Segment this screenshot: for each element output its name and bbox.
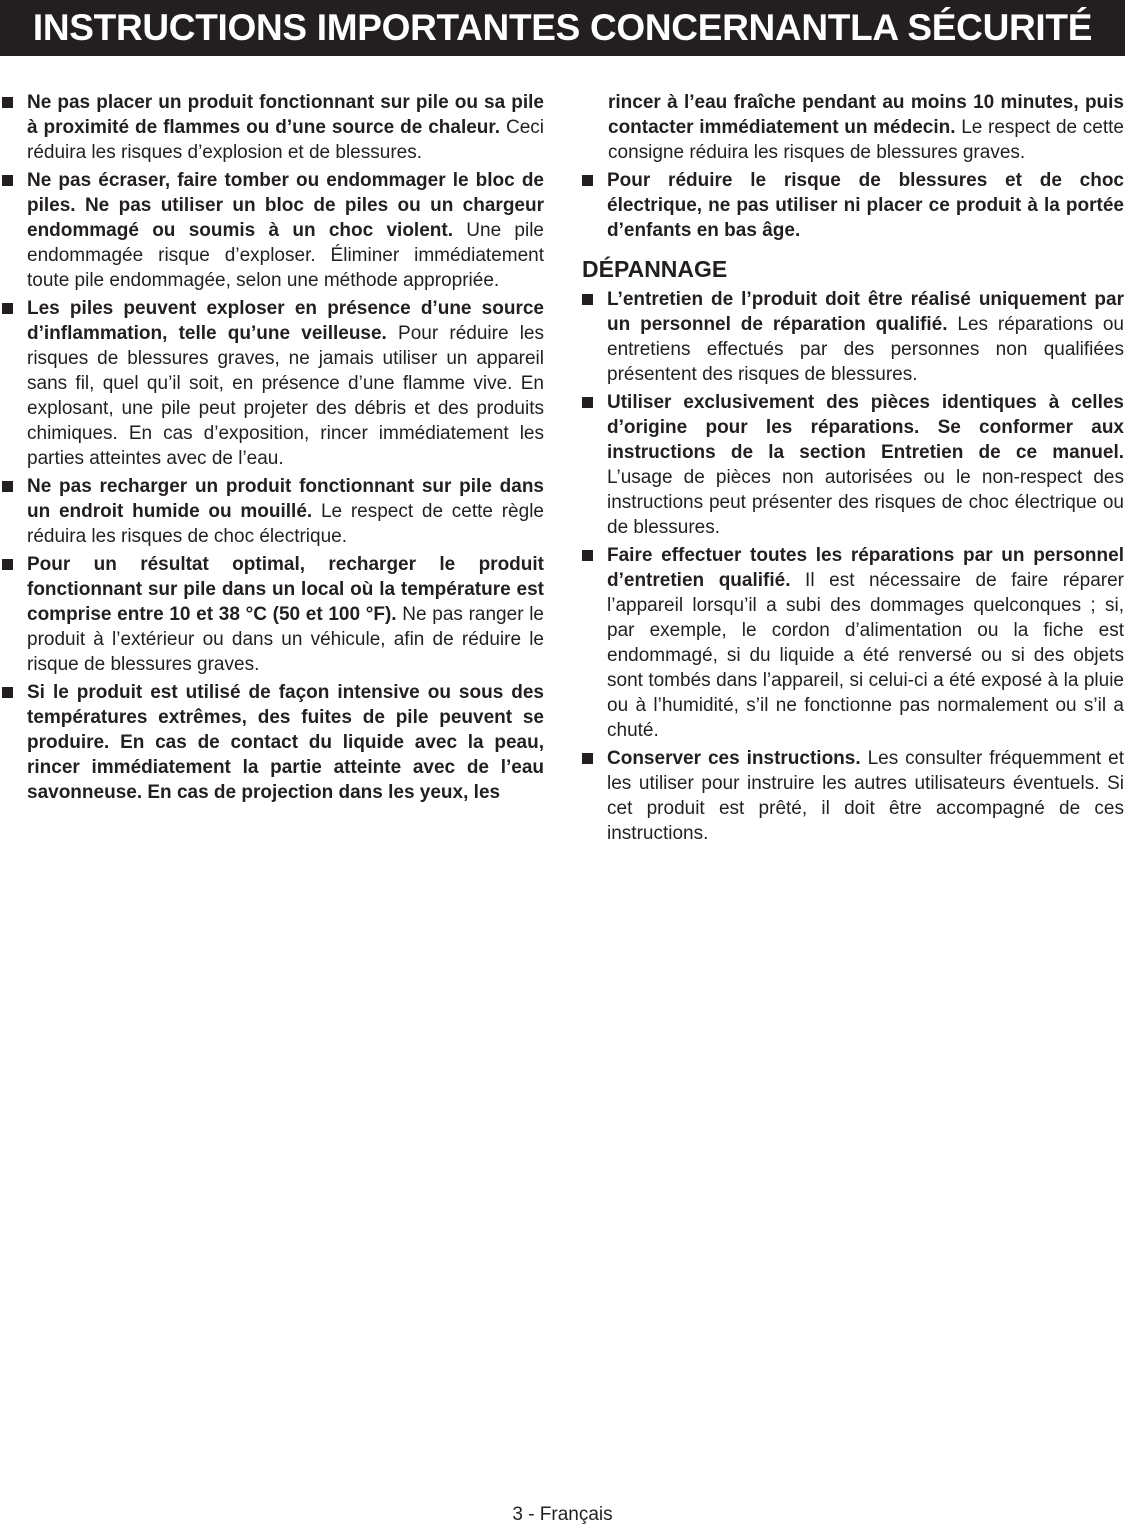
safety-item <box>582 168 1124 243</box>
square-bullet-icon <box>582 397 593 408</box>
square-bullet-icon <box>2 175 13 186</box>
item-bold-text: Conserver ces instructions. <box>607 748 861 769</box>
troubleshooting-item <box>582 390 1124 540</box>
item-text: L’usage de pièces non autorisées ou le non-respect des instructions peut présenter des risques de choc électrique ou de blessures. <box>607 467 1124 538</box>
square-bullet-icon <box>582 294 593 305</box>
item-bold-text: Ne pas placer un produit fonctionnant sur pile ou sa pile à proximité de flammes ou d’une source de chaleur. <box>27 92 544 138</box>
safety-item <box>2 90 544 165</box>
section-heading-depannage: DÉPANNAGE <box>582 256 728 282</box>
square-bullet-icon <box>2 559 13 570</box>
safety-item <box>2 552 544 677</box>
troubleshooting-item <box>582 287 1124 387</box>
item-bold-text: Pour un résultat optimal, recharger le produit fonctionnant sur pile dans un local où la température est comprise entre 10 et 38 °C (50 et 100 °F). <box>27 554 544 625</box>
item-text: Il est nécessaire de faire réparer l’appareil lorsqu’il a subi des dommages quelconques ; si, par exemple, le cordon d’alimentation ou la fiche est endommagé, si du liquide a été renversé ou si des objets sont tombés dans l’appareil, si celui-ci a été exposé à la pluie ou à l’humidité, s’il ne fonctionne pas normalement ou s’il a chuté. <box>607 570 1124 741</box>
item-bold-text: Les piles peuvent exploser en présence d’une source d’inflammation, telle qu’une veilleuse. <box>27 298 544 344</box>
item-text: Ceci réduira les risques d’explosion et de blessures. <box>27 117 544 163</box>
item-text: Les consulter fréquemment et les utiliser pour instruire les autres utilisateurs éventuels. Si cet produit est prêté, il doit être accompagné de ces instructions. <box>607 748 1124 844</box>
title-bar <box>0 0 1125 56</box>
safety-item <box>2 168 544 293</box>
safety-item <box>2 474 544 549</box>
page-title: INSTRUCTIONS IMPORTANTES CONCERNANTLA SÉCURITÉ <box>32 7 1093 48</box>
square-bullet-icon <box>2 687 13 698</box>
right-column <box>582 90 1124 849</box>
item-bold-text: rincer à l’eau fraîche pendant au moins 10 minutes, puis contacter immédiatement un médecin. <box>608 92 1124 138</box>
square-bullet-icon <box>582 175 593 186</box>
item-text: Le respect de cette consigne réduira les risques de blessures graves. <box>608 117 1124 163</box>
item-text: Une pile endommagée risque d’exploser. Éliminer immédiatement toute pile endommagée, selon une méthode appropriée. <box>27 220 545 291</box>
item-bold-text: Ne pas écraser, faire tomber ou endommager le bloc de piles. Ne pas utiliser un bloc de piles ou un chargeur endommagé ou soumis à un choc violent. <box>27 170 544 241</box>
item-bold-text: Pour réduire le risque de blessures et de choc électrique, ne pas utiliser ni placer ce produit à la portée d’enfants en bas âge. <box>607 170 1124 241</box>
safety-item-continuation <box>582 90 1124 165</box>
troubleshooting-item <box>582 746 1124 846</box>
troubleshooting-item <box>582 543 1124 743</box>
item-text: Ne pas ranger le produit à l’extérieur ou dans un véhicule, afin de réduire le risque de blessures graves. <box>27 604 545 675</box>
square-bullet-icon <box>2 481 13 492</box>
item-text: Pour réduire les risques de blessures graves, ne jamais utiliser un appareil sans fil, quel qu’il soit, en présence d’une flamme vive. En explosant, une pile peut projeter des débris et des produits chimiques. En cas d’exposition, rincer immédiatement les parties atteintes avec de l’eau. <box>27 323 545 469</box>
page-footer: 3 - Français <box>512 1504 613 1525</box>
item-text: Le respect de cette règle réduira les risques de choc électrique. <box>27 501 544 547</box>
square-bullet-icon <box>582 753 593 764</box>
safety-item <box>2 296 544 471</box>
item-text: Les réparations ou entretiens effectués par des personnes non qualifiées présentent des risques de blessures. <box>607 314 1124 385</box>
square-bullet-icon <box>582 550 593 561</box>
item-bold-text: Si le produit est utilisé de façon intensive ou sous des températures extrêmes, des fuites de pile peuvent se produire. En cas de contact du liquide avec la peau, rincer immédiatement la partie atteinte avec de l’eau savonneuse. En cas de projection dans les yeux, les <box>27 682 544 803</box>
safety-item <box>2 680 544 805</box>
item-bold-text: Ne pas recharger un produit fonctionnant sur pile dans un endroit humide ou mouillé. <box>27 476 544 522</box>
item-bold-text: Utiliser exclusivement des pièces identiques à celles d’origine pour les réparations. Se conformer aux instructions de la section Entretien de ce manuel. <box>607 392 1124 463</box>
square-bullet-icon <box>2 97 13 108</box>
item-bold-text: Faire effectuer toutes les réparations par un personnel d’entretien qualifié. <box>607 545 1124 591</box>
left-column <box>2 90 544 808</box>
square-bullet-icon <box>2 303 13 314</box>
item-bold-text: L’entretien de l’produit doit être réalisé uniquement par un personnel de réparation qualifié. <box>607 289 1124 335</box>
